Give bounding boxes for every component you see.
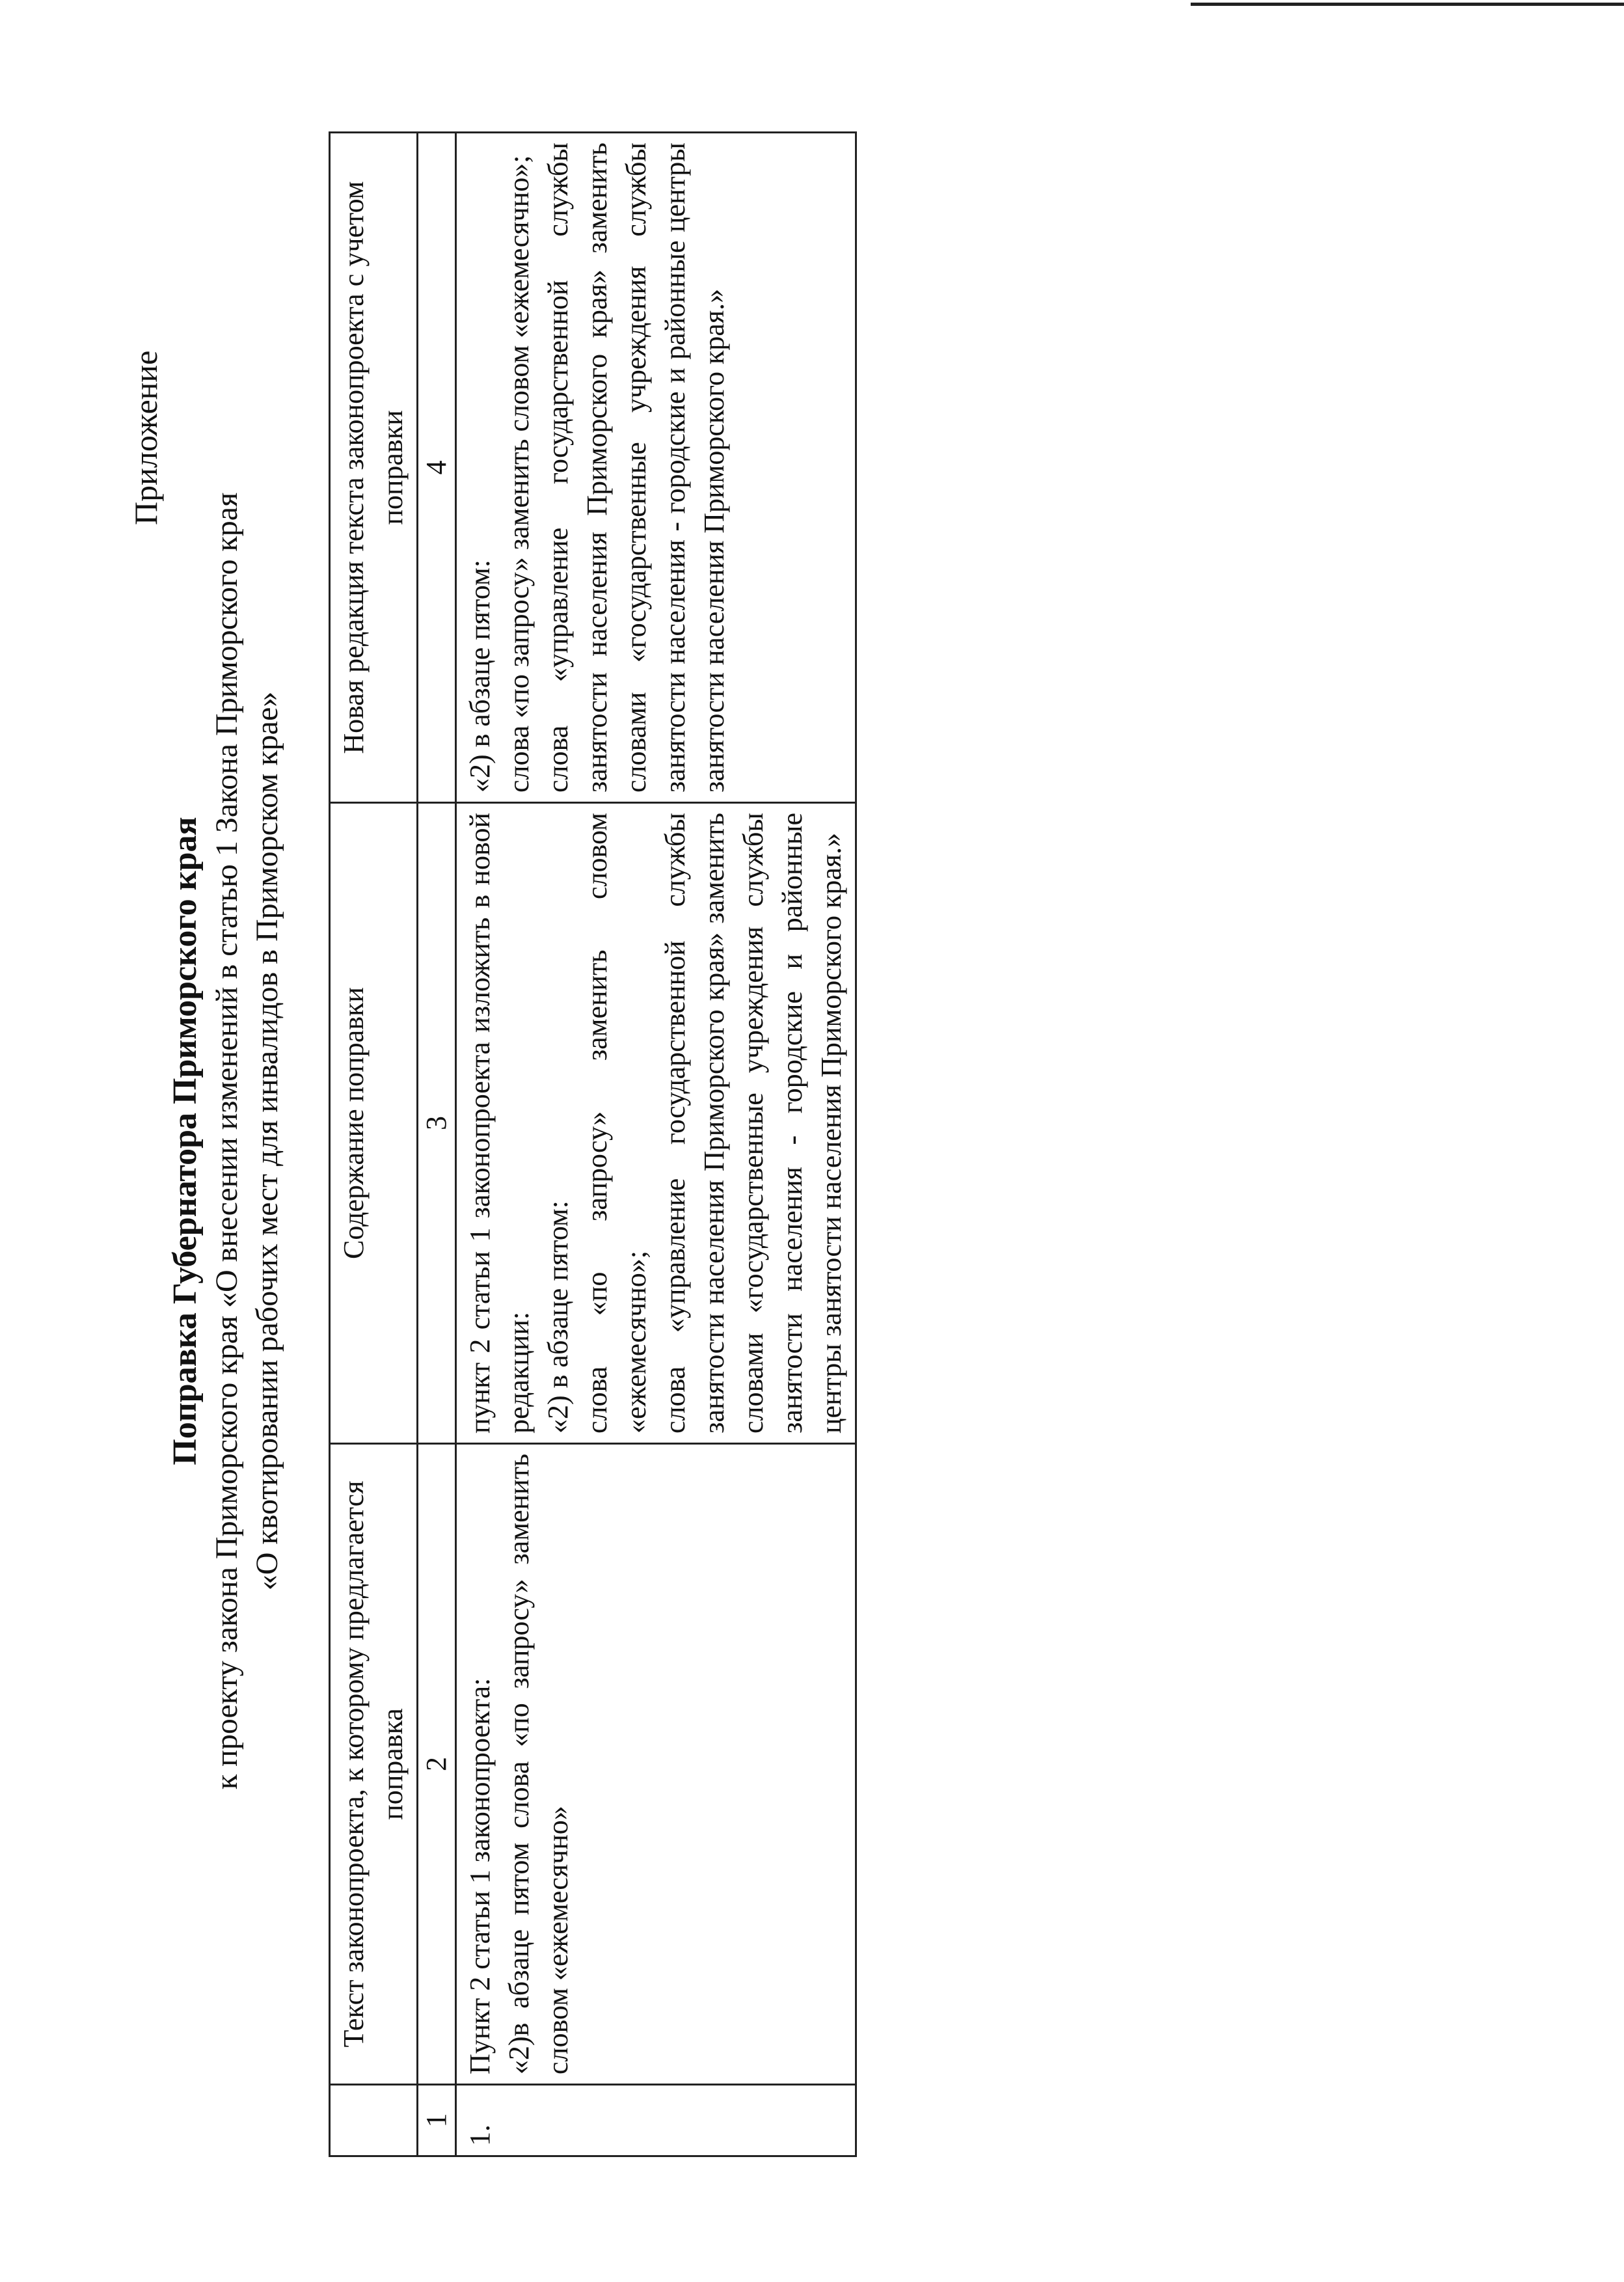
new-text-line: слова «управление государственной службы занятости населения Приморского края» заменить словами «государственные учреждения службы занятости населения - городские и районные центры занятости населения Приморского края.» [542, 143, 730, 793]
table-header-row [330, 133, 418, 2156]
new-text-line: слова «по запросу» заменить словом «ежемесячно»; [503, 155, 535, 793]
column-number-4: 4 [418, 133, 456, 803]
header-col-1 [330, 2085, 418, 2156]
title-block [164, 0, 288, 2282]
document-subtitle-line-1: к проекту закона Приморского края «О внесении изменений в статью 1 Закона Приморского края [210, 492, 244, 1790]
header-col-2: Текст законопроекта, к которому предлагается поправка [330, 1444, 418, 2085]
document-title: Поправка Губернатора Приморского края [167, 817, 204, 1465]
table-row [456, 133, 856, 2156]
column-number-2: 2 [418, 1444, 456, 2085]
column-number-3: 3 [418, 803, 456, 1444]
header-col-3: Содержание поправки [330, 803, 418, 1444]
amendment-content-cell [456, 803, 856, 1444]
original-text-line: «2)в абзаце пятом слова «по запросу» заменить словом «ежемесячно» [503, 1454, 574, 2074]
amendment-table [329, 131, 857, 2157]
appendix-label: Приложение [128, 350, 164, 525]
amendment-content-line: слова «по запросу» заменить словом «ежемесячно»; [581, 813, 652, 1433]
document-subtitle-line-2: «О квотировании рабочих мест для инвалидов в Приморском крае» [250, 691, 284, 1591]
new-text-line: «2) в абзаце пятом: [464, 560, 496, 793]
original-text-line: Пункт 2 статьи 1 законопроекта: [464, 1678, 496, 2074]
row-number: 1. [456, 2085, 856, 2156]
amendment-content-line: слова «управление государственной службы занятости населения Приморского края» заменить словами «государственные учреждения службы занятости населения - городские и районные центры занятости населения Приморского края.» [659, 813, 847, 1433]
new-text-cell [456, 133, 856, 803]
column-number-1: 1 [418, 2085, 456, 2156]
amendment-content-line: пункт 2 статьи 1 законопроекта изложить в новой редакции: [464, 813, 535, 1433]
amendment-content-line: «2) в абзаце пятом: [542, 1201, 574, 1433]
original-text-cell [456, 1444, 856, 2085]
column-number-row [418, 133, 456, 2156]
header-col-4: Новая редакция текста законопроекта с учетом поправки [330, 133, 418, 803]
